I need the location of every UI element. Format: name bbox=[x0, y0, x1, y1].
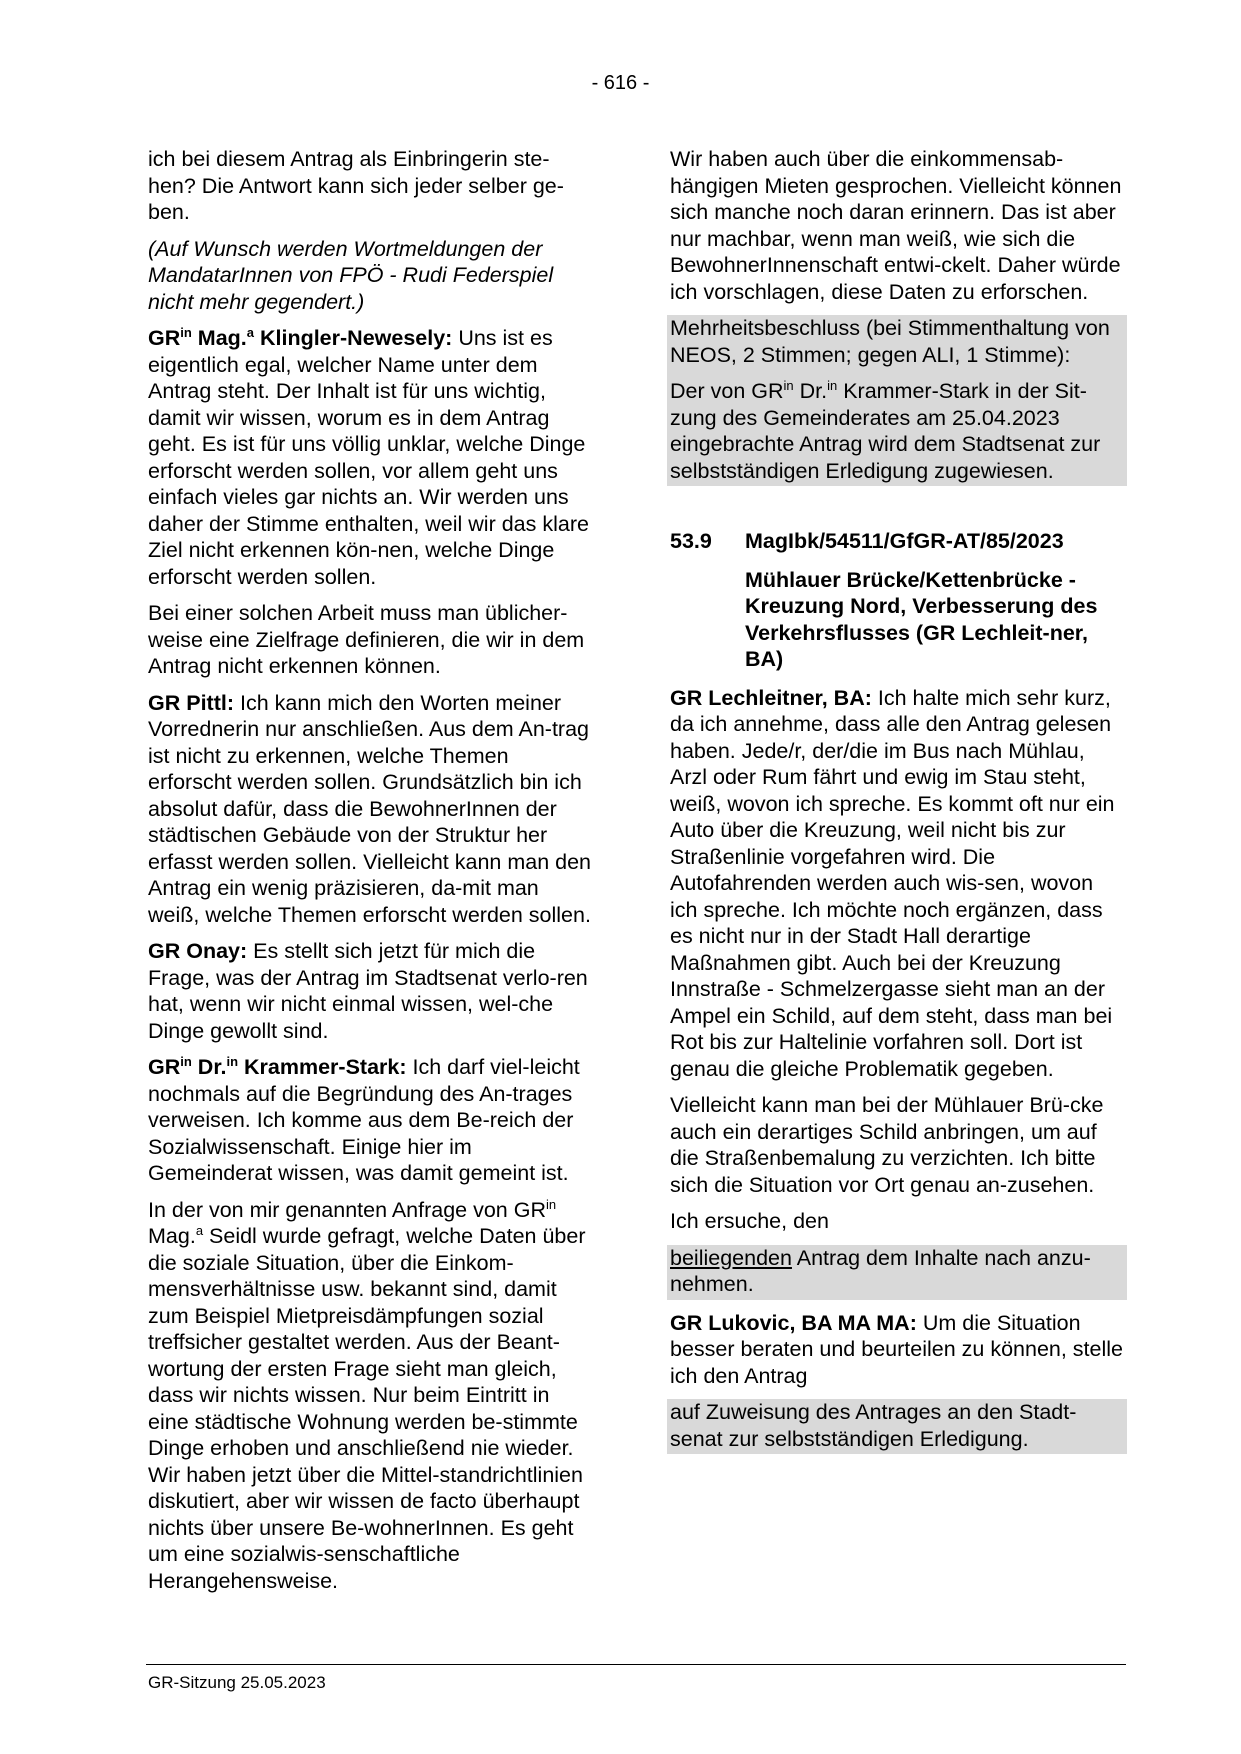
resolution-box bbox=[667, 315, 1127, 486]
resolution-text: Der von $GR^{in}$ Dr.$^{in}$ Krammer-Stark in der Sit-zung des Gemeinderates am 25.04.2023 eingebrachte Antrag wird dem Stadtsenat zur selbstständigen Erledigung zugewiesen. bbox=[670, 378, 1101, 483]
paragraph: Vielleicht kann man bei der Mühlauer Brü-cke auch ein derartiges Schild anbringen, um auf die Straßenbemalung zu verzichten. Ich bitte sich die Situation vor Ort genau an-zusehen. bbox=[670, 1093, 1104, 1197]
speech-lukovic: GR Lukovic, BA MA MA: Um die Situation besser beraten und beurteilen zu können, stelle ich den Antrag bbox=[670, 1310, 1124, 1388]
vote-result: Mehrheitsbeschluss (bei Stimmenthaltung von NEOS, 2 Stimmen; gegen ALI, 1 Stimme): bbox=[670, 316, 1110, 367]
motion-box bbox=[667, 1399, 1127, 1454]
speaker-name: GR Pittl: bbox=[148, 690, 234, 715]
paragraph: Wir haben auch über die einkommensab-hängigen Mieten gesprochen. Vielleicht können sich manche noch daran erinnern. Das ist aber nur machbar, wenn man weiß, wie sich die BewohnerInnenschaft entwi-ckelt. Daher würde ich vorschlagen, diese Daten zu erforschen. bbox=[670, 147, 1122, 304]
footer-divider bbox=[146, 1664, 1126, 1665]
footer: GR-Sitzung 25.05.2023 bbox=[148, 1673, 326, 1692]
paragraph: ich bei diesem Antrag als Einbringerin ste-hen? Die Antwort kann sich jeder selber ge-ben. bbox=[148, 147, 564, 224]
speaker-name: GR Lechleitner, BA: bbox=[670, 685, 872, 710]
agenda-reference: MagIbk/54511/GfGR-AT/85/2023 bbox=[745, 529, 1064, 553]
right-column bbox=[670, 146, 1124, 1454]
agenda-title: Mühlauer Brücke/Kettenbrücke - Kreuzung Nord, Verbesserung des Verkehrsflusses (GR Lechleit-ner, BA) bbox=[745, 567, 1098, 671]
paragraph: Ich ersuche, den bbox=[670, 1209, 829, 1233]
motion-text: beiliegenden Antrag dem Inhalte nach anzu-nehmen. bbox=[670, 1245, 1091, 1296]
speaker-name: GR Onay: bbox=[148, 939, 248, 963]
page-number: - 616 - bbox=[591, 72, 650, 94]
paragraph: In der von mir genannten Anfrage von $GR^{in}$ Mag.$^a$ Seidl wurde gefragt, welche Daten über die soziale Situation, über die Einkom-mensverhältnisse usw. bekannt sind, damit zum Beispiel Mietpreisdämpfungen sozial treffsicher gestaltet werden. Aus der Beant-wortung der ersten Frage sieht man gleich, dass wir nichts wissen. Nur beim Eintritt in eine städtische Wohnung werden be-stimmte Dinge erhoben und anschließend nie wieder. Wir haben jetzt über die Mittel-standrichtlinien diskutiert, aber wir wissen de facto überhaupt nichts über unsere Be-wohnerInnen. Es geht um eine sozialwis-senschaftliche Herangehensweise. bbox=[148, 1196, 586, 1593]
motion-text: auf Zuweisung des Antrages an den Stadt-senat zur selbstständigen Erledigung. bbox=[670, 1400, 1077, 1451]
speech-krammer-stark: $GR^{in}$ Dr.$^{in}$ Krammer-Stark: Ich darf viel-leicht nochmals auf die Begründung des An-trages verweisen. Ich komme aus dem Be-reich der Sozialwissenschaft. Einige hier im Gemeinderat wissen, was damit gemeint ist. bbox=[148, 1054, 580, 1185]
speech-pittl: GR Pittl: Ich kann mich den Worten meiner Vorrednerin nur anschließen. Aus dem An-trag ist nicht zu erkennen, welche Themen erforscht werden sollen. Grundsätzlich bin ich absolut dafür, dass die BewohnerInnen der städtischen Gebäude von der Struktur her erfasst werden sollen. Vielleicht kann man den Antrag ein wenig präzisieren, da-mit man weiß, welche Themen erforscht werden sollen. bbox=[148, 690, 591, 927]
editorial-note: (Auf Wunsch werden Wortmeldungen der MandatarInnen von FPÖ - Rudi Federspiel nicht mehr gegendert.) bbox=[148, 236, 554, 314]
speech-klingler-newesely: $GR^{in}$ Mag.$^a$ Klingler-Newesely: Uns ist es eigentlich egal, welcher Name unter dem Antrag steht. Der Inhalt ist für uns wichtig, damit wir wissen, worum es in dem Antrag geht. Es ist für uns völlig unklar, welche Dinge erforscht werden sollen, vor allem geht uns einfach vieles gar nichts an. Wir werden uns daher der Stimme enthalten, weil wir das klare Ziel nicht erkennen kön-nen, welche Dinge erforscht werden sollen. bbox=[148, 325, 589, 589]
agenda-item bbox=[670, 528, 1124, 673]
speech-lechleitner: GR Lechleitner, BA: Ich halte mich sehr kurz, da ich annehme, dass alle den Antrag gelesen haben. Jede/r, der/die im Bus nach Mühlau, Arzl oder Rum fährt und ewig im Stau steht, weiß, wovon ich spreche. Es kommt oft nur ein Auto über die Kreuzung, weil nicht bis zur Straßenlinie vorgefahren wird. Die Autofahrenden werden auch wis-sen, wovon ich spreche. Ich möchte noch ergänzen, dass es nicht nur in der Stadt Hall derartige Maßnahmen gibt. Auch bei der Kreuzung Innstraße - Schmelzergasse sieht man an der Ampel ein Schild, auf dem steht, dass man bei Rot bis zur Haltelinie vorfahren soll. Dort ist genau die gleiche Problematik gegeben. bbox=[670, 685, 1115, 1081]
motion-box bbox=[667, 1245, 1127, 1300]
speaker-name: $GR^{in}$ Dr.$^{in}$ Krammer-Stark: bbox=[148, 1054, 407, 1079]
underlined-word: beiliegenden bbox=[670, 1245, 792, 1270]
speaker-name: GR Lukovic, BA MA MA: bbox=[670, 1310, 917, 1335]
left-column bbox=[148, 146, 596, 1604]
speech-onay: GR Onay: Es stellt sich jetzt für mich die Frage, was der Antrag im Stadtsenat verlo-ren hat, wenn wir nicht einmal wissen, wel-che Dinge gewollt sind. bbox=[148, 939, 588, 1043]
speaker-name: $GR^{in}$ Mag.$^a$ Klingler-Newesely: bbox=[148, 325, 453, 350]
paragraph: Bei einer solchen Arbeit muss man üblicher-weise eine Zielfrage definieren, die wir in dem Antrag nicht erkennen können. bbox=[148, 601, 585, 678]
agenda-number: 53.9 bbox=[670, 529, 712, 553]
